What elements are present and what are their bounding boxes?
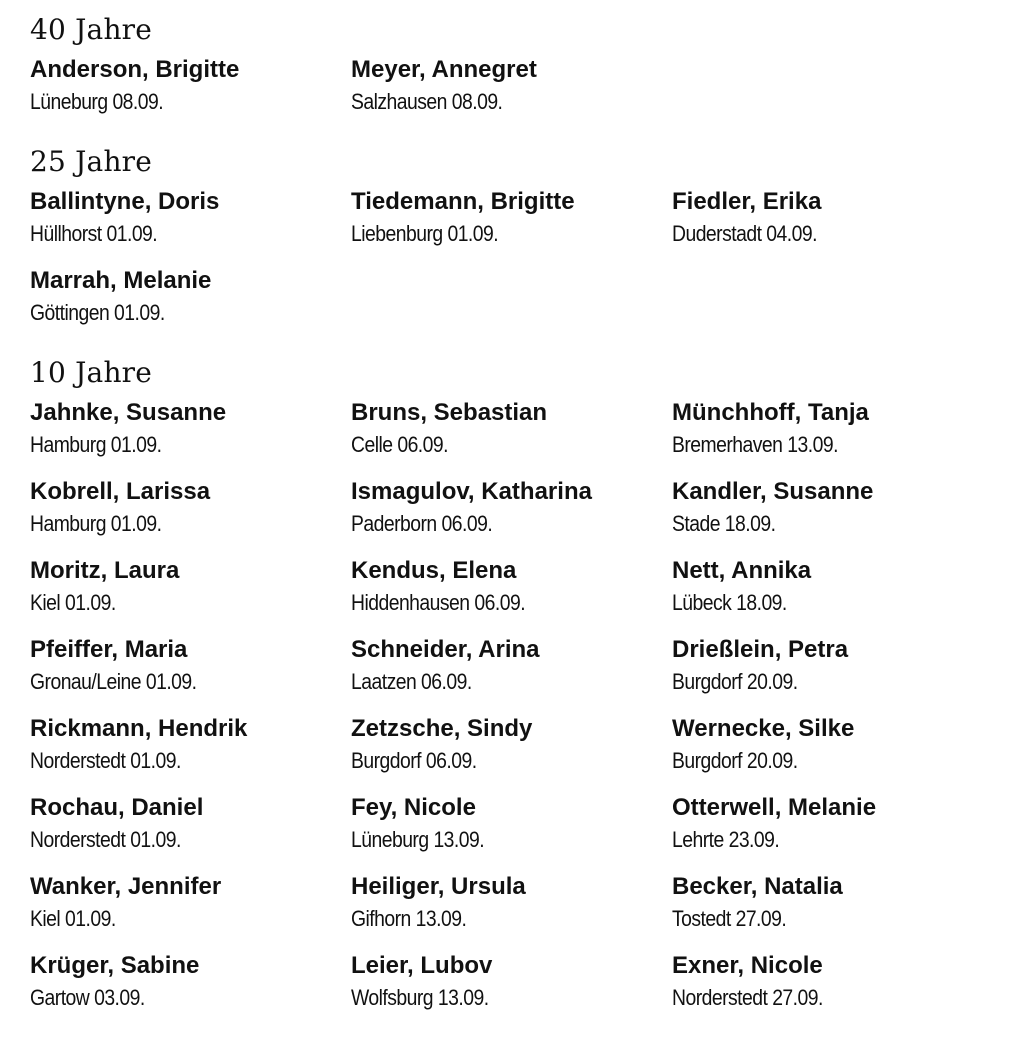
entry-detail: Lehrte 23.09.	[672, 827, 780, 852]
entry-name: Kandler, Susanne	[672, 478, 874, 505]
list-item	[351, 713, 672, 777]
entry-detail: Tostedt 27.09.	[672, 906, 787, 931]
entry-detail: Gronau/Leine 01.09.	[30, 669, 197, 694]
entry-name: Zetzsche, Sindy	[351, 715, 533, 742]
entry-name: Jahnke, Susanne	[30, 399, 227, 426]
entry-name: Ismagulov, Katharina	[351, 478, 592, 505]
list-item	[30, 54, 351, 118]
list-item	[351, 555, 672, 619]
entry-name: Otterwell, Melanie	[672, 794, 877, 821]
entry-name: Marrah, Melanie	[30, 267, 212, 294]
entry-detail: Hüllhorst 01.09.	[30, 221, 158, 246]
list-item	[672, 397, 990, 461]
section-title: 25 Jahre	[30, 145, 153, 178]
section-title: 40 Jahre	[30, 13, 153, 46]
entry-grid	[30, 54, 990, 118]
entry-detail: Gifhorn 13.09.	[351, 906, 467, 931]
entry-detail: Hamburg 01.09.	[30, 511, 162, 536]
entry-name: Meyer, Annegret	[351, 56, 537, 83]
entry-name: Rickmann, Hendrik	[30, 715, 248, 742]
entry-name: Rochau, Daniel	[30, 794, 204, 821]
entry-detail: Kiel 01.09.	[30, 590, 116, 615]
list-item	[30, 950, 351, 1014]
list-item	[30, 265, 351, 329]
entry-detail: Liebenburg 01.09.	[351, 221, 499, 246]
entry-name: Münchhoff, Tanja	[672, 399, 869, 426]
entry-detail: Burgdorf 06.09.	[351, 748, 477, 773]
entry-name: Pfeiffer, Maria	[30, 636, 188, 663]
entry-name: Anderson, Brigitte	[30, 56, 240, 83]
entry-detail: Duderstadt 04.09.	[672, 221, 817, 246]
entry-detail: Bremerhaven 13.09.	[672, 432, 838, 457]
list-item	[672, 871, 990, 935]
entry-detail: Laatzen 06.09.	[351, 669, 472, 694]
entry-name: Heiliger, Ursula	[351, 873, 526, 900]
list-item	[351, 54, 672, 118]
entry-name: Krüger, Sabine	[30, 952, 200, 979]
entry-name: Exner, Nicole	[672, 952, 823, 979]
list-item	[30, 713, 351, 777]
entry-name: Nett, Annika	[672, 557, 812, 584]
entry-detail: Göttingen 01.09.	[30, 300, 165, 325]
entry-detail: Stade 18.09.	[672, 511, 776, 536]
list-item	[30, 476, 351, 540]
entry-name: Leier, Lubov	[351, 952, 493, 979]
list-item	[30, 555, 351, 619]
entry-name: Ballintyne, Doris	[30, 188, 220, 215]
entry-detail: Kiel 01.09.	[30, 906, 116, 931]
entry-detail: Lüneburg 13.09.	[351, 827, 485, 852]
list-item	[351, 792, 672, 856]
list-item	[351, 950, 672, 1014]
entry-name: Wanker, Jennifer	[30, 873, 222, 900]
entry-detail: Celle 06.09.	[351, 432, 448, 457]
list-item	[672, 186, 990, 250]
entry-detail: Paderborn 06.09.	[351, 511, 493, 536]
list-item	[672, 555, 990, 619]
section-10-jahre	[30, 355, 990, 1014]
entry-detail: Hamburg 01.09.	[30, 432, 162, 457]
section-25-jahre	[30, 144, 990, 329]
entry-detail: Norderstedt 27.09.	[672, 985, 823, 1010]
entry-detail: Norderstedt 01.09.	[30, 748, 181, 773]
list-item	[351, 397, 672, 461]
list-item	[672, 792, 990, 856]
entry-name: Becker, Natalia	[672, 873, 843, 900]
list-item	[351, 871, 672, 935]
list-item	[351, 634, 672, 698]
list-item	[351, 186, 672, 250]
entry-name: Schneider, Arina	[351, 636, 540, 663]
entry-detail: Lübeck 18.09.	[672, 590, 787, 615]
list-item	[672, 950, 990, 1014]
entry-detail: Wolfsburg 13.09.	[351, 985, 489, 1010]
entry-name: Tiedemann, Brigitte	[351, 188, 575, 215]
entry-detail: Burgdorf 20.09.	[672, 669, 798, 694]
entry-name: Fiedler, Erika	[672, 188, 822, 215]
entry-name: Kobrell, Larissa	[30, 478, 211, 505]
list-item	[30, 186, 351, 250]
entry-detail: Burgdorf 20.09.	[672, 748, 798, 773]
list-item	[351, 476, 672, 540]
list-item	[30, 634, 351, 698]
anniversary-list	[30, 12, 990, 1040]
list-item	[30, 871, 351, 935]
entry-detail: Hiddenhausen 06.09.	[351, 590, 526, 615]
entry-name: Wernecke, Silke	[672, 715, 855, 742]
entry-name: Bruns, Sebastian	[351, 399, 548, 426]
section-title: 10 Jahre	[30, 356, 153, 389]
entry-name: Moritz, Laura	[30, 557, 180, 584]
entry-name: Drießlein, Petra	[672, 636, 849, 663]
entry-grid	[30, 397, 990, 1014]
entry-detail: Salzhausen 08.09.	[351, 89, 503, 114]
list-item	[672, 476, 990, 540]
section-40-jahre	[30, 12, 990, 118]
entry-detail: Norderstedt 01.09.	[30, 827, 181, 852]
list-item	[30, 792, 351, 856]
list-item	[30, 397, 351, 461]
entry-detail: Lüneburg 08.09.	[30, 89, 164, 114]
entry-detail: Gartow 03.09.	[30, 985, 145, 1010]
entry-name: Kendus, Elena	[351, 557, 517, 584]
entry-grid	[30, 186, 990, 329]
list-item	[672, 713, 990, 777]
entry-name: Fey, Nicole	[351, 794, 476, 821]
list-item	[672, 634, 990, 698]
